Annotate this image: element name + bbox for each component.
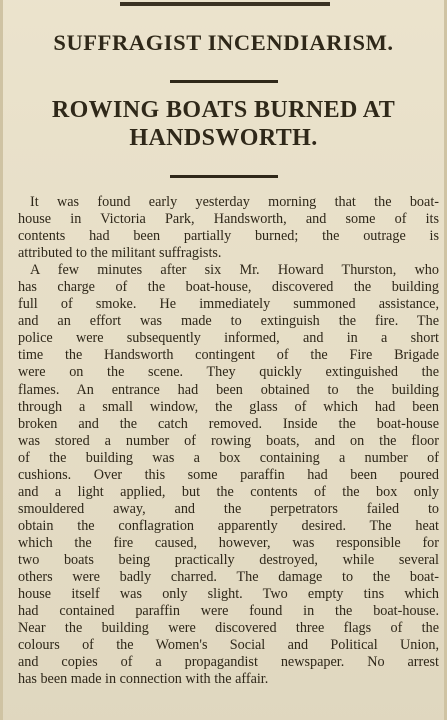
text-line: colours of the Women's Social and Political Union, (18, 637, 439, 654)
subheadline (0, 96, 447, 152)
headline: SUFFRAGIST INCENDIARISM. (53, 30, 394, 55)
text-line: and copies of a propagandist newspaper. No arrest (18, 654, 439, 671)
text-line: house in Victoria Park, Handsworth, and some of its (18, 211, 439, 228)
text-line: of the building was a box containing a number of (18, 449, 439, 466)
subheadline-divider (170, 175, 278, 178)
paragraph-2 (18, 262, 439, 688)
text-line: had contained paraffin were found in the boat-house. (18, 603, 439, 620)
text-line: obtain the conflagration apparently desired. The heat (18, 517, 439, 534)
text-line: smouldered away, and the perpetrators failed to (18, 500, 439, 517)
text-line: flames. An entrance had been obtained to the building (18, 381, 439, 398)
text-line: contents had been partially burned; the outrage is (18, 228, 439, 245)
text-line: attributed to the militant suffragists. (18, 245, 222, 262)
text-line: has charge of the boat-house, discovered the building (18, 279, 439, 296)
text-line: others were badly charred. The damage to the boat- (18, 569, 439, 586)
text-line: A few minutes after six Mr. Howard Thurston, who (30, 262, 439, 279)
subheadline-line-2: HANDSWORTH. (129, 125, 318, 151)
top-rule (120, 2, 330, 6)
text-line: and a light applied, but the contents of the box only (18, 483, 439, 500)
text-line: was stored a number of rowing boats, and on the floor (18, 432, 439, 449)
text-line: broken and the catch removed. Inside the boat-house (18, 415, 439, 432)
text-line: were on the scene. They quickly extinguished the (18, 364, 439, 381)
article-body (18, 194, 439, 688)
headline-divider (170, 80, 278, 83)
text-line: time the Handsworth contingent of the Fire Brigade (18, 347, 439, 364)
paragraph-1 (18, 194, 439, 262)
text-line: cushions. Over this some paraffin had been poured (18, 466, 439, 483)
subheadline-line-1: ROWING BOATS BURNED AT (51, 97, 396, 123)
text-line: which the fire caused, however, was responsible for (18, 534, 439, 551)
text-line: Near the building were discovered three flags of the (18, 620, 439, 637)
text-line: It was found early yesterday morning that the boat- (30, 194, 439, 210)
text-line: and an effort was made to extinguish the fire. The (18, 313, 439, 330)
text-line: full of smoke. He immediately summoned assistance, (18, 296, 439, 313)
text-line: has been made in connection with the affair. (18, 671, 269, 688)
text-line: through a small window, the glass of which had been (18, 398, 439, 415)
text-line: two boats being practically destroyed, while several (18, 551, 439, 568)
text-line: house itself was only slight. Two empty tins which (18, 586, 439, 603)
text-line: police were subsequently informed, and in a short (18, 330, 439, 347)
